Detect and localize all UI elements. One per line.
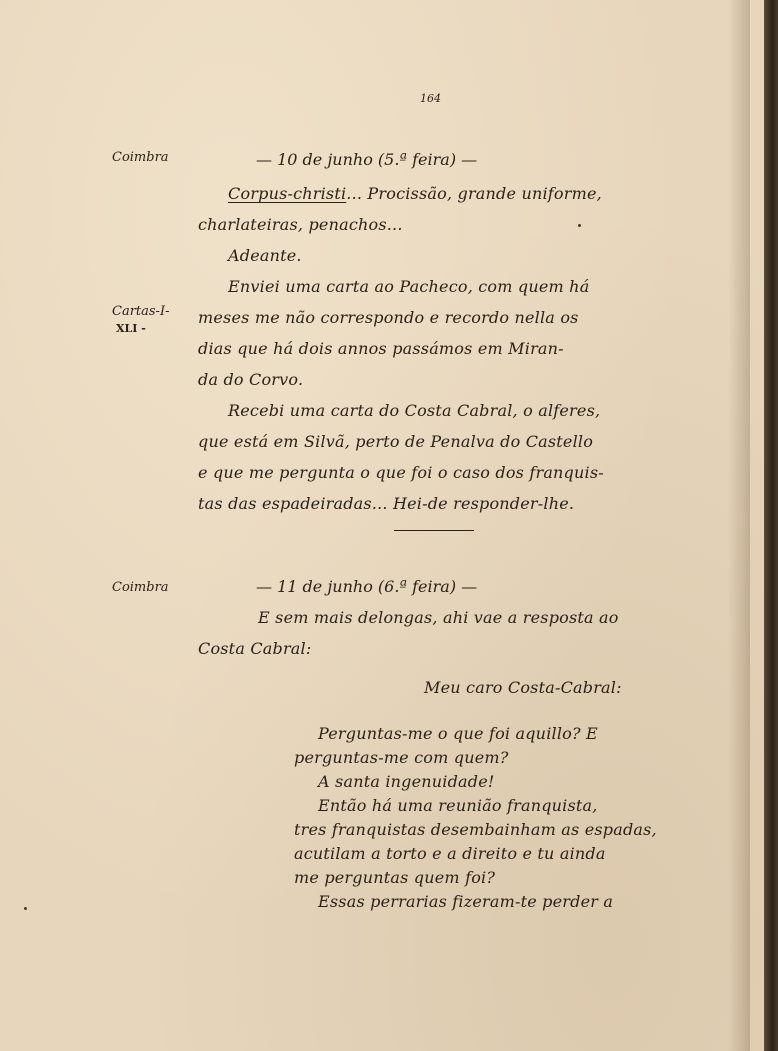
entry2-line-1: E sem mais delongas, ahi vae a resposta ao xyxy=(258,608,619,627)
line-text: meses me não correspondo e recordo nella os xyxy=(198,308,579,327)
ink-speck xyxy=(24,907,27,910)
entry1-line-7 xyxy=(198,370,303,389)
letter-line-7: me perguntas quem foi? xyxy=(294,868,496,887)
book-binding xyxy=(764,0,778,1051)
ink-speck xyxy=(578,224,581,227)
letter-line-2: perguntas-me com quem? xyxy=(294,748,509,767)
entry1-line-9 xyxy=(198,432,593,451)
page-number: 164 xyxy=(420,92,441,105)
letter-line-5: tres franquistas desembainham as espadas, xyxy=(294,820,657,839)
line-text: Recebi uma carta do Costa Cabral, o alferes, xyxy=(228,401,601,420)
entry1-line-4 xyxy=(228,277,589,296)
letter-line-8: Essas perrarias fizeram-te perder a xyxy=(318,892,614,911)
entry1-place: Coimbra xyxy=(112,150,169,165)
letter-line-1: Perguntas-me o que foi aquillo? E xyxy=(318,724,598,743)
entry1-margin-note-line-1: Cartas-I- xyxy=(112,304,170,319)
line-text: da do Corvo. xyxy=(198,370,304,389)
entry1-line-3 xyxy=(228,246,302,265)
entry-separator xyxy=(394,530,474,531)
letter-line-6: acutilam a torto e a direito e tu ainda xyxy=(294,844,606,863)
line-text: que está em Silvã, perto de Penalva do Castello xyxy=(198,432,594,451)
entry2-date: — 11 de junho (6.ª feira) — xyxy=(256,577,478,596)
line-text: Enviei uma carta ao Pacheco, com quem há xyxy=(228,277,590,296)
line-text: charlateiras, penachos... xyxy=(198,215,403,234)
entry1-line-2 xyxy=(198,215,403,234)
underlined-text: Corpus-christi xyxy=(228,184,347,203)
line-text: ... Procissão, grande uniforme, xyxy=(346,184,602,203)
entry1-line-5 xyxy=(198,308,579,327)
entry2-place: Coimbra xyxy=(112,580,169,595)
line-text: dias que há dois annos passámos em Miran- xyxy=(198,339,564,358)
entry2-line-2: Costa Cabral: xyxy=(198,639,312,658)
letter-line-3: A santa ingenuidade! xyxy=(318,772,495,791)
line-text: tas das espadeiradas... Hei-de responder-lhe. xyxy=(198,494,575,513)
entry1-line-1 xyxy=(228,184,602,203)
entry1-margin-note-line-2: XLI - xyxy=(116,322,146,335)
entry1-line-8 xyxy=(228,401,600,420)
entry1-line-6 xyxy=(198,339,564,358)
line-text: Adeante. xyxy=(228,246,302,265)
page-edge-shade xyxy=(728,0,750,1051)
entry1-date: — 10 de junho (5.ª feira) — xyxy=(256,150,478,169)
entry1-line-10 xyxy=(198,463,604,482)
line-text: e que me pergunta o que foi o caso dos franquis- xyxy=(198,463,604,482)
letter-line-4: Então há uma reunião franquista, xyxy=(318,796,598,815)
entry1-line-11 xyxy=(198,494,574,513)
letter-salutation: Meu caro Costa-Cabral: xyxy=(424,678,622,697)
